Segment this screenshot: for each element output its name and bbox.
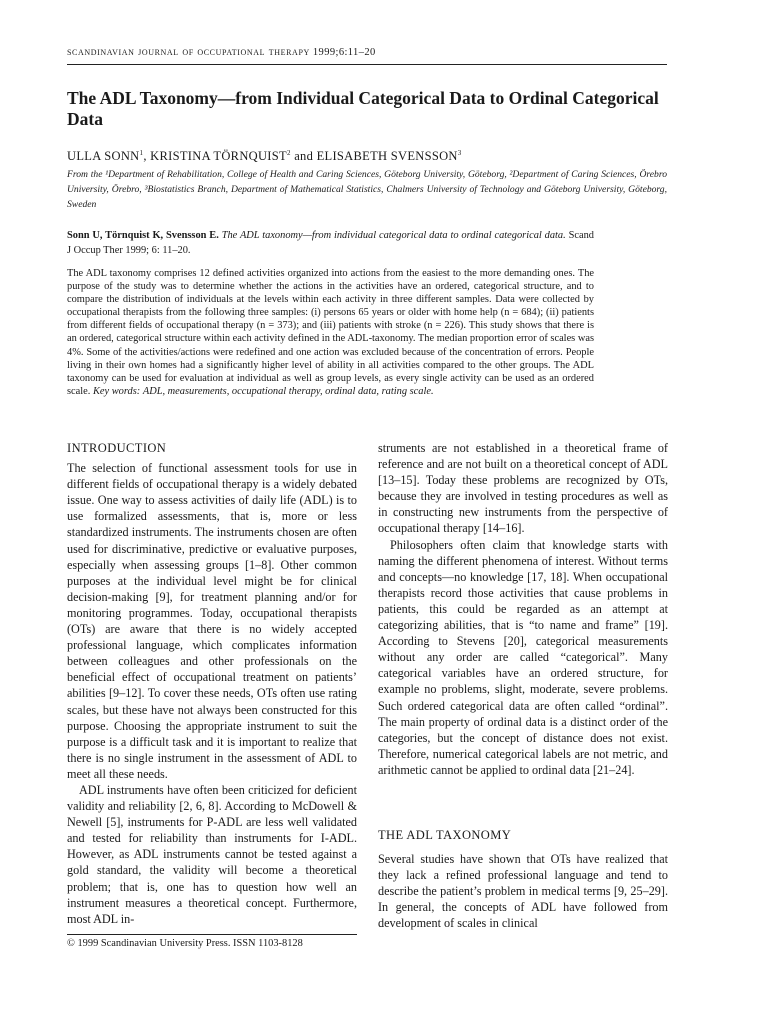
article-title: The ADL Taxonomy—from Individual Categorical Data to Ordinal Categorical Data (67, 88, 659, 129)
abstract-text: The ADL taxonomy comprises 12 defined activities organized into actions from the easiest to the more demanding ones. The purpose of the study was to determine whether the actions in the activities have an ordered, categorical structure, and to compare the distribution of individuals at the levels within each activity in three different samples. Data were collected by occupational therapists from the following three samples: (i) persons 65 years or older with home help (n = 684); (ii) patients from different fields of occupational therapy (n = 373); and (iii) patients with stroke (n = 226). This study shows that there is an ordered, categorical structure within each activity defined in the ADL-taxonomy. The median proportion error of scales was 4%. Some of the activities/actions were redefined and one action was excluded because of the concentration of errors. People living in their own homes had a significantly higher level of ability in all activities compared to the other groups. The ADL taxonomy can be used for evaluation at individual as well as group levels, as every single activity can be used as an ordered scale. (67, 268, 594, 397)
journal-issue: 1999;6:11–20 (312, 47, 376, 58)
right-column (378, 440, 668, 778)
keywords: ADL, measurements, occupational therapy, ordinal data, rating scale. (142, 385, 434, 397)
citation (67, 228, 594, 258)
section-heading-introduction: INTRODUCTION (67, 441, 167, 455)
author-list (67, 149, 667, 164)
author-separator: and (290, 149, 317, 164)
header-rule (67, 64, 667, 65)
section-heading-adl-taxonomy: THE ADL TAXONOMY (378, 828, 512, 842)
citation-source: Scand J Occup Ther 1999; 6: 11–20. (67, 230, 594, 256)
paragraph: The selection of functional assessment tools for use in different fields of occupational therapy is a widely debated issue. One way to assess activities of daily life (ADL) is to use formalized assessments, that is, more or less standardized instruments. The instruments chosen are often used for discriminative, predictive or evaluative purposes, especially when assessing groups [1–8]. Other common purposes at the individual level might be for clinical decision-making [9], for treatment planning and/or for monitoring programmes. Today, occupational therapists (OTs) are aware that there is no widely accepted professional language, which complicates information between colleagues and other professionals on the beneficial effect of occupational treatment on patients’ abilities [9–12]. To cover these needs, OTs often use rating scales, but these have not always been constructed for this purpose. Choosing the appropriate instrument to suit the purpose is a difficult task and it is important to realize that there is no single instrument in the assessment of ADL to meet all these needs. (67, 461, 357, 781)
author-affiliations: From the ¹Department of Rehabilitation, College of Health and Caring Sciences, Göteborg University, Göteborg, ²Department of Caring Sciences, Örebro University, Örebro, ³Biostatistics Branch, Department of Mathematical Statistics, Chalmers University of Technology and Göteborg University, Göteborg, Sweden (67, 169, 667, 210)
right-column-continued (378, 851, 668, 931)
author-name: ELISABETH SVENSSON (316, 149, 458, 164)
author-affiliation-mark: 2 (286, 149, 291, 157)
journal-name: scandinavian journal of occupational therapy (67, 44, 310, 58)
abstract (67, 267, 594, 398)
paragraph: Philosophers often claim that knowledge starts with naming the different phenomena of interest. Without terms and concepts—no knowledge [17, 18]. When occupational therapists record those activities that cause problems in patients, this could be regarded as an attempt at categorizing abilities, that is “to name and frame” [19]. According to Stevens [20], categorical measurements without any order are called “categorical”. Many categorical variables have an ordered structure, for example no problems, slight, moderate, severe problems. Such ordered categorical data are often called “ordinal”. The main property of ordinal data is a distinct order of the categories, but the concept of distance does not exist. Therefore, numerical categorical labels are not metric, and arithmetic cannot be applied to ordinal data [21–24]. (378, 537, 668, 777)
paragraph: Several studies have shown that OTs have realized that they lack a refined professional language and tend to describe the patient’s problem in medical terms [9, 25–29]. In general, the concepts of ADL have followed from development of scales in clinical (378, 852, 668, 931)
author-name: ULLA SONN (67, 149, 140, 164)
author-affiliation-mark: 1 (139, 149, 144, 157)
running-head (67, 44, 667, 59)
left-column (67, 440, 357, 927)
author-affiliation-mark: 3 (457, 149, 462, 157)
keywords-label: Key words: (92, 385, 141, 397)
citation-title: The ADL taxonomy—from individual categorical data to ordinal categorical data. (221, 230, 566, 241)
copyright-footer: © 1999 Scandinavian University Press. ISSN 1103-8128 (67, 938, 303, 949)
paragraph: ADL instruments have often been criticized for deficient validity and reliability [2, 6, 8]. According to McDowell & Newell [5], instruments for P-ADL are less well validated and tested for reliability than instruments for I-ADL. However, as ADL instruments cannot be tested against a gold standard, the validity will become a theoretical problem; that is, one has to question how well an instrument measures a theoretical concept. Furthermore, most ADL in- (67, 782, 357, 926)
paragraph: struments are not established in a theoretical frame of reference and are not built on a theoretical concept of ADL [13–15]. Today these problems are recognized by OTs, because they are involved in testing procedures as well as in constructing new instruments from the perspective of occupational therapy [14–16]. (378, 441, 668, 536)
footer-rule (67, 934, 357, 935)
author-separator: , (143, 149, 151, 164)
author-name: KRISTINA TÖRNQUIST (150, 149, 287, 164)
citation-authors: Sonn U, Törnquist K, Svensson E. (67, 230, 219, 241)
